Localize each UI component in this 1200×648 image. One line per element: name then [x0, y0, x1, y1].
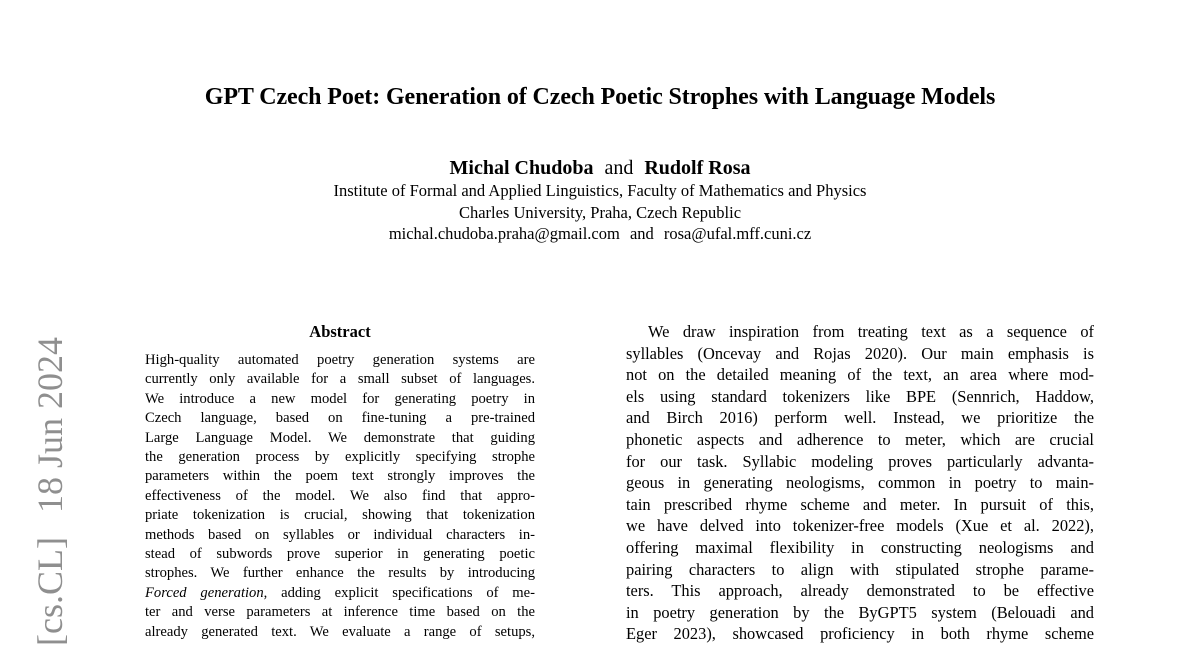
- abstract-section: [145, 321, 535, 642]
- abstract-line: priate tokenization is crucial, showing that tokenization: [145, 507, 535, 524]
- author-line: [0, 155, 1200, 181]
- abstract-line: Czech language, based on fine-tuning a pre-trained: [145, 410, 535, 427]
- abstract-heading: Abstract: [309, 322, 371, 341]
- email-conjunction: and: [629, 224, 654, 243]
- abstract-line: stead of subwords prove superior in generating poetic: [145, 546, 535, 563]
- paragraph-line: pairing characters to align with stipulated strophe parame-: [626, 559, 1094, 579]
- author-email[interactable]: rosa@ufal.mff.cuni.cz: [663, 224, 812, 243]
- paragraph-line: offering maximal flexibility in constructing neologisms and: [626, 537, 1094, 557]
- paper-title: GPT Czech Poet: Generation of Czech Poetic Strophes with Language Models: [204, 84, 996, 110]
- abstract-line: already generated text. We evaluate a range of setups,: [145, 623, 535, 640]
- abstract-line: We introduce a new model for generating poetry in: [145, 390, 535, 407]
- abstract-line: Large Language Model. We demonstrate that guiding: [145, 429, 535, 446]
- arxiv-category: [cs.CL]: [30, 537, 70, 646]
- paragraph-line: phonetic aspects and adherence to meter, which are crucial: [626, 429, 1094, 449]
- arxiv-stamp: [28, 316, 72, 646]
- affiliation-line: Institute of Formal and Applied Linguistics, Faculty of Mathematics and Physics: [333, 181, 867, 200]
- paragraph-line: and Birch 2016) perform well. Instead, we prioritize the: [626, 408, 1094, 428]
- abstract-line: [145, 584, 535, 603]
- abstract-line: parameters within the poem text strongly improves the: [145, 468, 535, 485]
- author-name: Rudolf Rosa: [644, 157, 751, 179]
- intro-paragraph: [626, 321, 1094, 645]
- paragraph-line: we have delved into tokenizer-free models (Xue et al. 2022),: [626, 516, 1094, 536]
- paragraph-line: for our task. Syllabic modeling proves particularly advanta-: [626, 451, 1094, 471]
- email-line: [0, 223, 1200, 245]
- paragraph-line: We draw inspiration from treating text as a sequence of: [648, 322, 1094, 341]
- author-name: Michal Chudoba: [449, 157, 594, 179]
- paragraph-line: els using standard tokenizers like BPE (Sennrich, Haddow,: [626, 386, 1094, 406]
- paragraph-line: tain prescribed rhyme scheme and meter. In pursuit of this,: [626, 494, 1094, 514]
- forced-generation-term: Forced generation: [145, 584, 264, 601]
- abstract-line: methods based on syllables or individual characters in-: [145, 526, 535, 543]
- arxiv-date: 18 Jun 2024: [30, 337, 70, 514]
- abstract-line: strophes. We further enhance the results by introducing: [145, 565, 535, 582]
- arxiv-stamp-text: [28, 316, 72, 646]
- abstract-line: effectiveness of the model. We also find that appro-: [145, 487, 535, 504]
- affiliation-line: Charles University, Praha, Czech Republic: [458, 202, 742, 222]
- paragraph-line: geous in generating neologisms, common in poetry to main-: [626, 473, 1094, 493]
- abstract-body: [145, 351, 535, 642]
- paragraph-line: Eger 2023), showcased proficiency in both rhyme scheme: [626, 624, 1094, 644]
- abstract-line: currently only available for a small subset of languages.: [145, 371, 535, 388]
- affiliation-block: [0, 180, 1200, 245]
- abstract-line: ter and verse parameters at inference time based on the: [145, 604, 535, 621]
- author-conjunction: and: [604, 157, 634, 179]
- author-email[interactable]: michal.chudoba.praha@gmail.com: [388, 224, 620, 243]
- paragraph-line: ters. This approach, already demonstrated to be effective: [626, 581, 1094, 601]
- paragraph-line: syllables (Oncevay and Rojas 2020). Our main emphasis is: [626, 343, 1094, 363]
- abstract-line: the generation process by explicitly specifying strophe: [145, 449, 535, 466]
- paragraph-line: in poetry generation by the ByGPT5 system (Belouadi and: [626, 602, 1094, 622]
- paragraph-line: not on the detailed meaning of the text, an area where mod-: [626, 365, 1094, 385]
- abstract-line-rest: , adding explicit specifications of me-: [263, 584, 535, 601]
- abstract-line: High-quality automated poetry generation systems are: [145, 352, 535, 368]
